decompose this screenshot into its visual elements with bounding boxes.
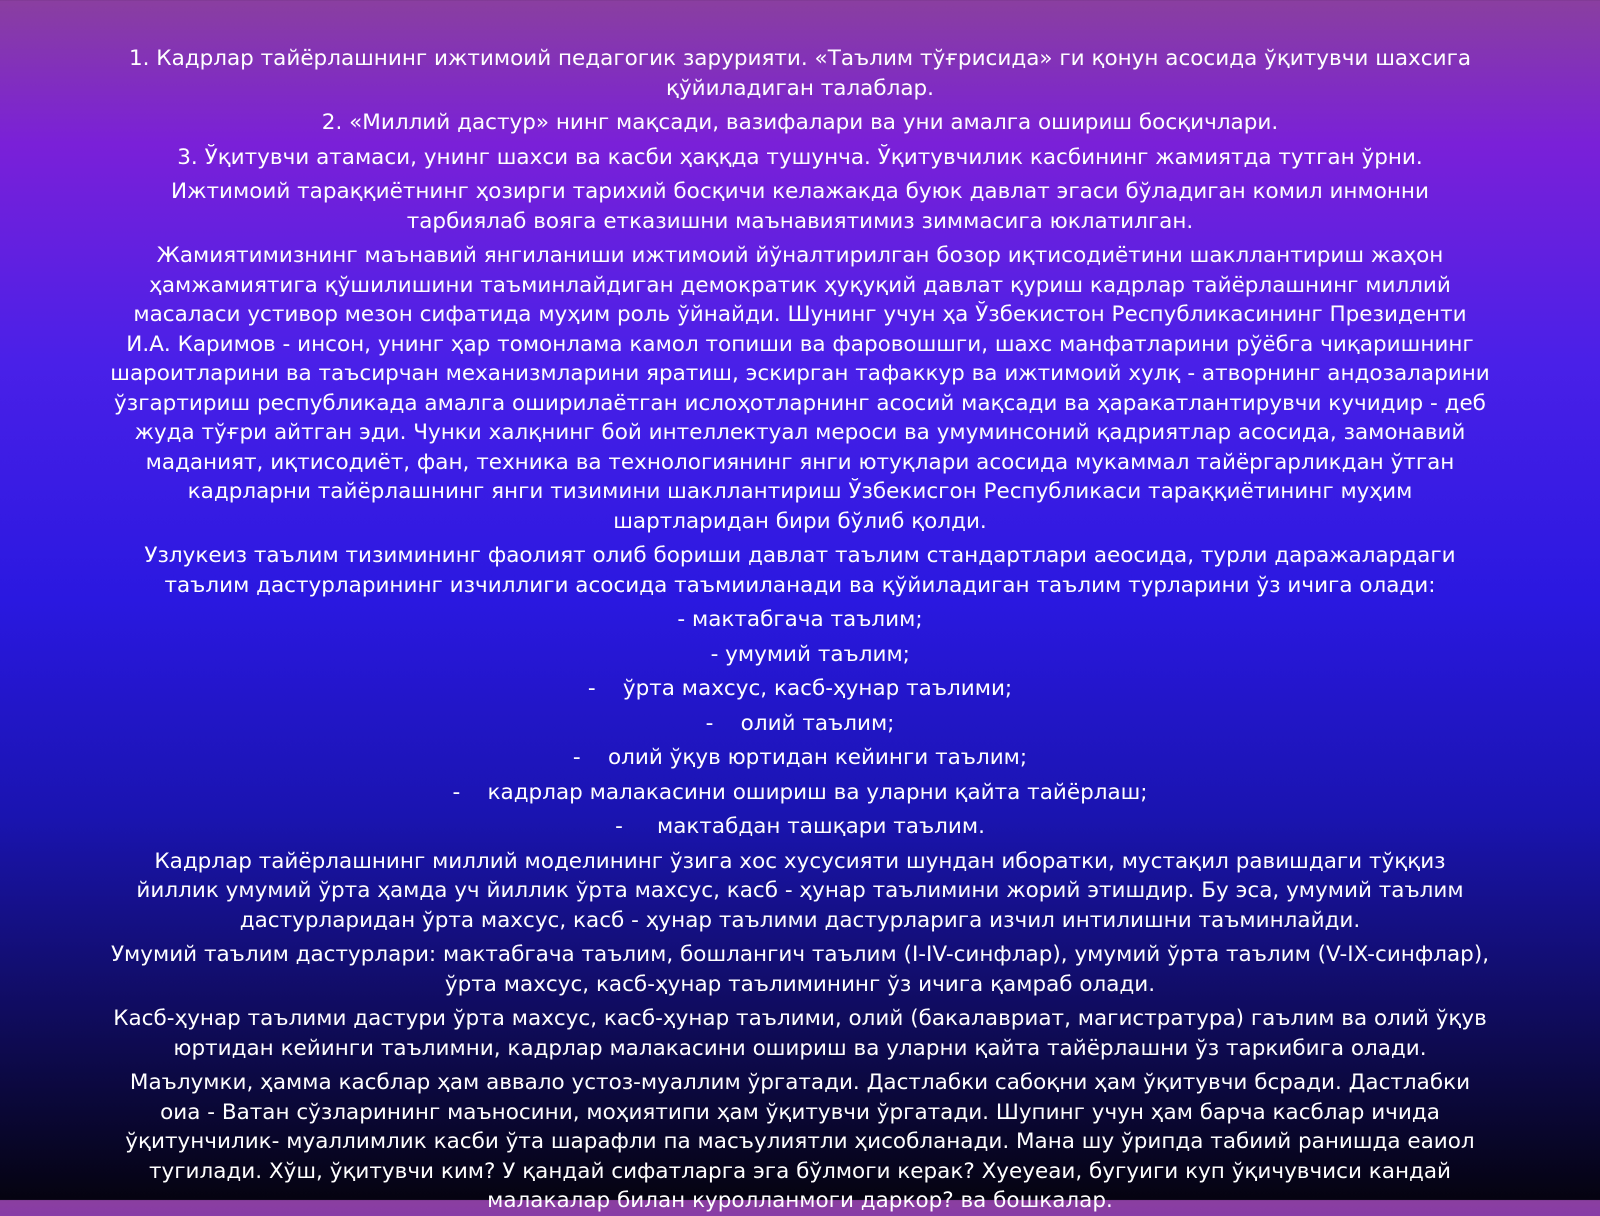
slide-text-body [110,44,1490,1213]
paragraph-vocational-programs: Касб-ҳунар таълими дастури ўрта махсус, касб-ҳунар таълими, олий (бакалавриат, магистратура) гаълим ва олий ўқув юртидан кейинги таълимни, кадрлар малакасини ошириш ва уларни қайта тайёрлашни ўз таркибига олади. [113,1006,1487,1061]
numbered-point-1: 1. Кадрлар тайёрлашнинг ижтимоий педагогик зарурияти. «Таълим тўғрисида» ги қонун асосида ўқитувчи шахсига қўйиладиган талаблар. [128,46,1472,101]
numbered-point-3: 3. Ўқитувчи атамаси, унинг шахси ва касби ҳаққда тушунча. Ўқитувчилик касбининг жамиятда тутган ўрни. [177,144,1423,170]
list-item: - кадрлар малакасини ошириш ва уларни қайта тайёрлаш; [452,779,1148,805]
paragraph-general-programs: Умумий таълим дастурлари: мактабгача таълим, бошлангич таълим (I-IV-синфлар), умумий ўрта таълим (V-IX-синфлар), ўрта махсус, касб-ҳунар таълимининг ўз ичига қамраб олади. [110,942,1490,997]
numbered-point-2: 2. «Миллий дастур» нинг мақсади, вазифалари ва уни амалга ошириш босқичлари. [321,110,1279,135]
paragraph-continuous-education: Узлукеиз таълим тизимининг фаолият олиб бориши давлат таълим стандартлари аеосида, турли даражалардаги таълим дастурларининг изчиллиги асосида таъмииланади ва қўйиладиган таълим турларини ўз ичига олади: [144,543,1456,598]
list-item: - олий ўқув юртидан кейинги таълим; [572,745,1028,770]
list-item: - умумий таълим; [690,641,910,667]
paragraph-teacher-role: Маълумки, ҳамма касблар ҳам аввало устоз-муаллим ўргатади. Дастлабки сабоқни ҳам ўқитувчи бсради. Дастлабки оиа - Ватан сўзларининг маъносини, моҳиятипи ҳам ўқитувчи ўргатади. Шупинг учун ҳам барча касблар ичида ўқитунчилик- муаллимлик касби ўта шарафли па масъулиятли ҳисобланади. Мана шу ўрипда табиий ранишда еаиол тугилади. Хўш, ўқитувчи ким? У қандай сифатларга эга бўлмоги керак? Хуеуеаи, бугуиги куп ўқичувчиси кандай малакалар билан куролланмоги даркор? ва бошкалар. [125,1070,1475,1213]
paragraph-society: Жамиятимизнинг маънавий янгиланиши ижтимоий йўналтирилган бозор иқтисодиётини шакллантириш жаҳон ҳамжамиятига қўшилишини таъминлайдиган демократик ҳуқуқий давлат қуриш кадрлар тайёрлашнинг миллий масаласи устивор мезон сифатида муҳим роль ўйнайди. Шунинг учун ҳа Ўзбекистон Республикасининг Президенти И.А. Каримов - инсон, унинг ҳар томонлама камол топиши ва фаровошшги, шахс манфатларини рўёбга чиқаришнинг шароитларини ва таъсирчан механизмларини яратиш, эскирган тафаккур ва ижтимоий хулқ - атворнинг андозаларини ўзгартириш республикада амалга оширилаётган ислоҳотларнинг асосий мақсади ва ҳаракатлантирувчи кучидир - деб жуда тўғри айтган эди. Чунки халқнинг бой интеллектуал мероси ва умуминсоний қадриятлар асосида, замонавий маданият, иқтисодиёт, фан, техника ва технологиянинг янги ютуқлари асосида мукаммал тайёргарликдан ўтган кадрларни тайёрлашнинг янги тизимини шакллантириш Ўзбекисгон Республикаси тараққиётининг муҳим шартларидан бири бўлиб қолди. [110,243,1490,534]
list-item: - мактабдан ташқари таълим. [615,814,985,839]
list-item: - ўрта махсус, касб-ҳунар таълими; [587,676,1013,701]
list-item: - олий таълим; [705,710,895,736]
paragraph-intro: Ижтимоий тараққиётнинг ҳозирги тарихий босқичи келажакда буюк давлат эгаси бўладиган комил инмонни тарбиялаб вояга етказишни маънавиятимиз зиммасига юклатилган. [171,179,1429,234]
list-item: - мактабгача таълим; [677,607,923,632]
paragraph-national-model: Кадрлар тайёрлашнинг миллий моделининг ўзига хос хусусияти шундан иборатки, мустақил равишдаги тўққиз йиллик умумий ўрта ҳамда уч йиллик ўрта махсус, касб - ҳунар таълимини жорий этишдир. Бу эса, умумий таълим дастурларидан ўрта махсус, касб - ҳунар таълими дастурларига изчил интилишни таъминлайди. [136,848,1464,933]
